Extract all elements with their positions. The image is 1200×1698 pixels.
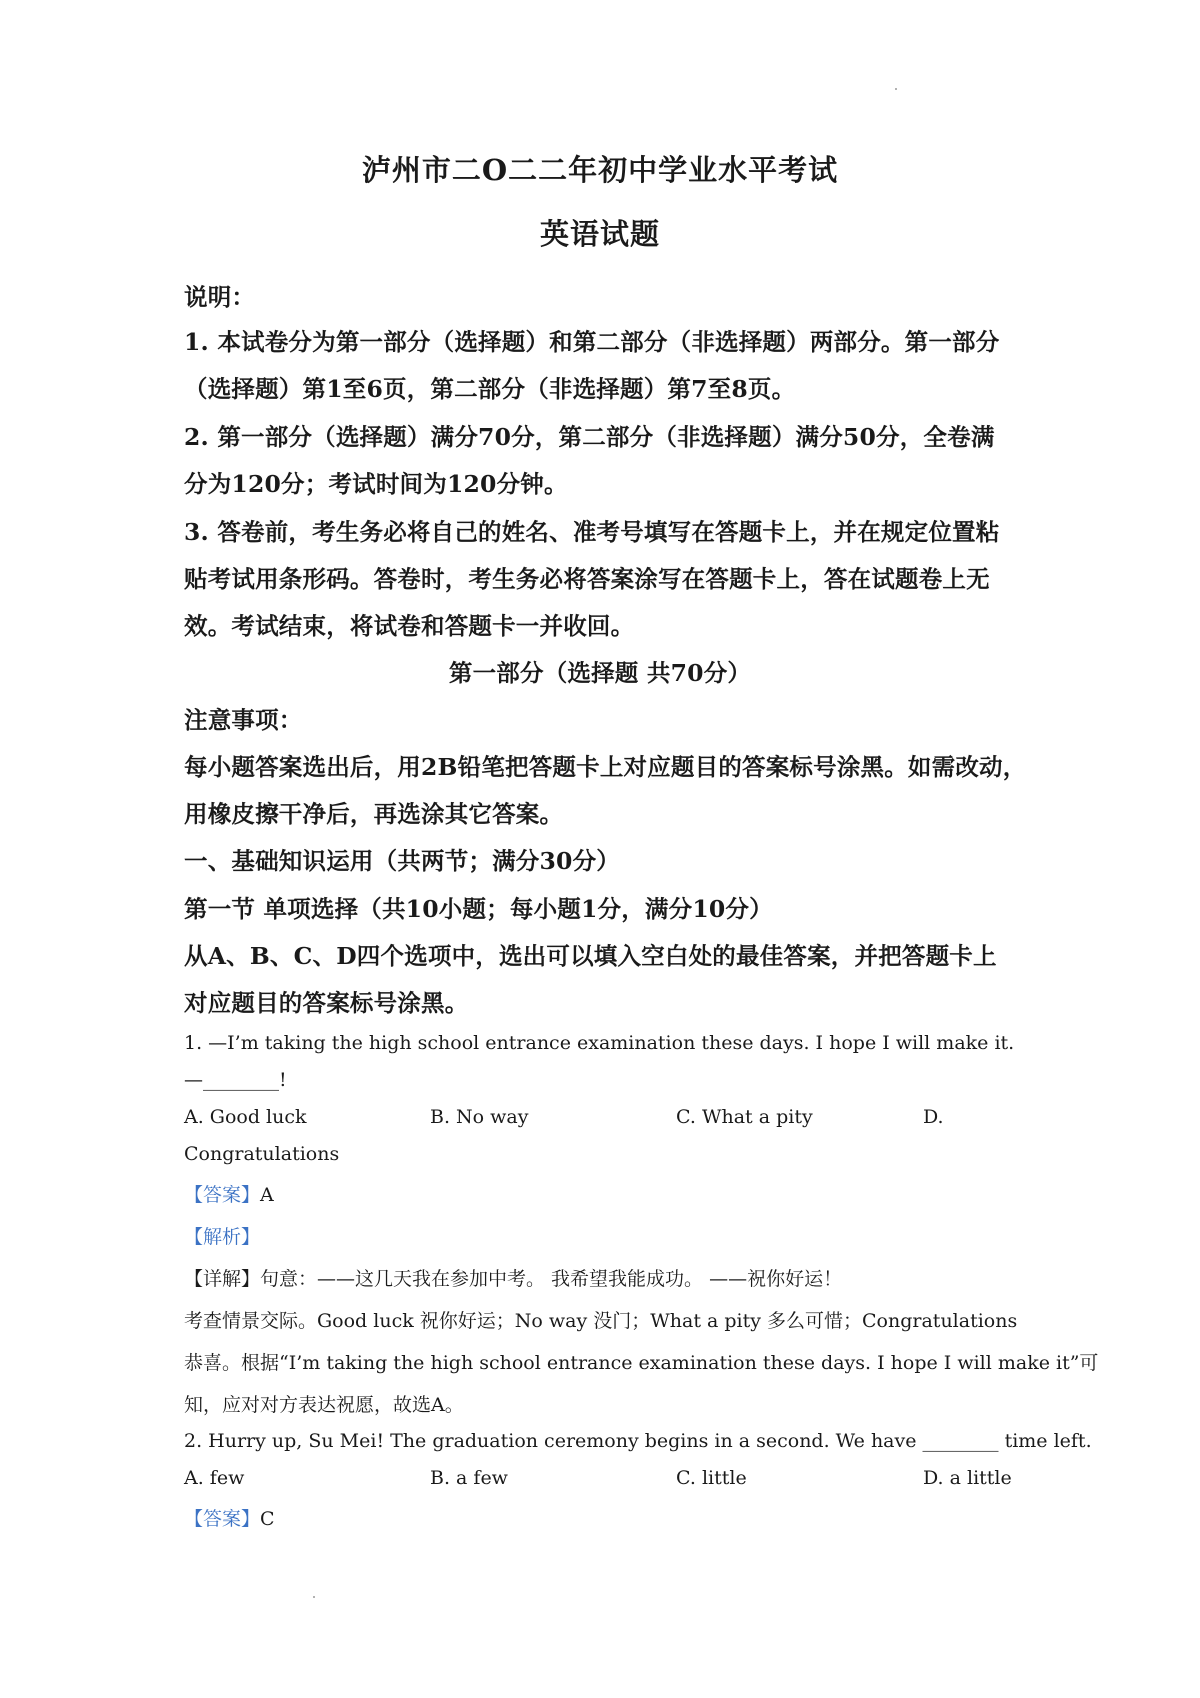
part-heading: 第一部分（选择题 共70分） [448, 659, 752, 687]
question-stem: 2. Hurry up, Su Mei! The graduation ceremony begins in a second. We have ________ time left. [184, 1430, 1092, 1452]
instruction-line: 分为120分；考试时间为120分钟。 [184, 470, 568, 498]
instruction-line: （选择题）第1至6页，第二部分（非选择题）第7至8页。 [184, 375, 796, 403]
option-a: A. few [184, 1467, 245, 1489]
instruction-line: 3. 答卷前，考生务必将自己的姓名、准考号填写在答题卡上，并在规定位置粘 [184, 518, 1000, 546]
notice-heading: 注意事项： [184, 706, 303, 734]
question-blank: —________! [184, 1069, 287, 1091]
detail-text: 句意：——这几天我在参加中考。 我希望我能成功。 ——祝你好运！ [260, 1268, 843, 1290]
instruction-line: 1. 本试卷分为第一部分（选择题）和第二部分（非选择题）两部分。第一部分 [184, 328, 1000, 356]
answer-tag: 【答案】 [184, 1508, 261, 1530]
notice-line: 用橡皮擦干净后，再选涂其它答案。 [184, 800, 564, 828]
section-heading: 一、基础知识运用（共两节；满分30分） [184, 847, 621, 875]
question-stem: 1. —I’m taking the high school entrance examination these days. I hope I will make it. [184, 1032, 1015, 1054]
instructions-heading: 说明： [184, 283, 256, 311]
option-d: D. a little [923, 1467, 1012, 1489]
analysis-tag: 【解析】 [184, 1226, 261, 1248]
detail-line: 知，应对对方表达祝愿，故选A。 [184, 1394, 464, 1416]
scan-speck [313, 1596, 315, 1598]
detail-line: 考查情景交际。Good luck 祝你好运；No way 没门；What a pity 多么可惜；Congratulations [184, 1310, 1018, 1332]
instruction-line: 贴考试用条形码。答卷时，考生务必将答案涂写在答题卡上，答在试题卷上无 [184, 565, 990, 593]
directions-line: 从A、B、C、D四个选项中，选出可以填入空白处的最佳答案，并把答题卡上 [184, 942, 997, 970]
directions-line: 对应题目的答案标号涂黑。 [184, 989, 469, 1017]
answer-line [184, 1180, 274, 1207]
detail-line [184, 1264, 842, 1291]
answer-tag: 【答案】 [184, 1184, 261, 1206]
notice-line: 每小题答案选出后，用2B铅笔把答题卡上对应题目的答案标号涂黑。如需改动， [184, 753, 1027, 781]
option-a: A. Good luck [184, 1106, 307, 1128]
option-c: C. What a pity [676, 1106, 813, 1128]
option-c: C. little [676, 1467, 747, 1489]
instruction-line: 2. 第一部分（选择题）满分70分，第二部分（非选择题）满分50分，全卷满 [184, 423, 995, 451]
option-b: B. No way [430, 1106, 529, 1128]
scan-speck [895, 88, 897, 90]
answer-value: A [260, 1184, 274, 1206]
answer-value: C [260, 1508, 275, 1530]
detail-tag: 【详解】 [184, 1268, 261, 1290]
option-d: D. [923, 1106, 944, 1128]
subsection-heading: 第一节 单项选择（共10小题；每小题1分，满分10分） [184, 895, 773, 923]
option-d-text: Congratulations [184, 1143, 340, 1165]
option-b: B. a few [430, 1467, 508, 1489]
exam-subtitle: 英语试题 [539, 217, 660, 251]
detail-line: 恭喜。根据“I’m taking the high school entrance examination these days. I hope I will make it”可 [184, 1352, 1099, 1374]
exam-title: 泸州市二O二二年初中学业水平考试 [361, 153, 839, 187]
answer-line [184, 1504, 275, 1531]
instruction-line: 效。考试结束，将试卷和答题卡一并收回。 [184, 612, 635, 640]
